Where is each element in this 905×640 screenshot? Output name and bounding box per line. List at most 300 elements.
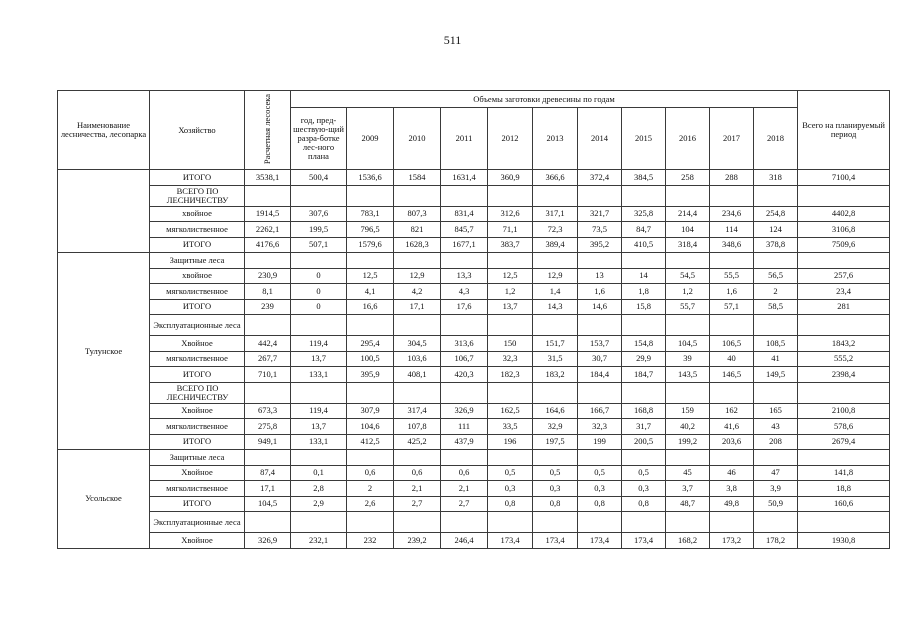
- section-row: [58, 450, 890, 466]
- table-row: [58, 434, 890, 450]
- value-cell: 0,5: [578, 465, 622, 481]
- value-cell: [798, 253, 890, 269]
- value-cell: 2398,4: [798, 367, 890, 383]
- value-cell: 14,3: [533, 299, 578, 315]
- value-cell: 807,3: [394, 206, 441, 222]
- value-cell: 173,4: [488, 533, 533, 549]
- value-cell: 31,7: [622, 419, 666, 435]
- farm-type-label: хвойное: [150, 206, 245, 222]
- forestry-name: Тулунское: [58, 253, 150, 450]
- value-cell: 47: [754, 465, 798, 481]
- value-cell: [347, 512, 394, 533]
- section-row: [58, 512, 890, 533]
- value-cell: [622, 185, 666, 206]
- value-cell: [441, 512, 488, 533]
- value-cell: 348,6: [710, 237, 754, 253]
- value-cell: [666, 315, 710, 336]
- value-cell: [622, 315, 666, 336]
- value-cell: 821: [394, 222, 441, 238]
- value-cell: 133,1: [291, 434, 347, 450]
- value-cell: [578, 315, 622, 336]
- table-row: [58, 222, 890, 238]
- value-cell: [441, 315, 488, 336]
- value-cell: 166,7: [578, 403, 622, 419]
- value-cell: 104,5: [666, 336, 710, 352]
- value-cell: 1930,8: [798, 533, 890, 549]
- value-cell: 165: [754, 403, 798, 419]
- value-cell: 0,3: [533, 481, 578, 497]
- value-cell: [291, 512, 347, 533]
- value-cell: [754, 253, 798, 269]
- value-cell: 168,8: [622, 403, 666, 419]
- table-row: [58, 496, 890, 512]
- value-cell: 17,1: [394, 299, 441, 315]
- value-cell: [754, 315, 798, 336]
- value-cell: 2: [347, 481, 394, 497]
- value-cell: 318: [754, 170, 798, 186]
- value-cell: 831,4: [441, 206, 488, 222]
- value-cell: 100,5: [347, 351, 394, 367]
- table-row: [58, 284, 890, 300]
- value-cell: 57,1: [710, 299, 754, 315]
- value-cell: 0: [291, 268, 347, 284]
- value-cell: 326,9: [441, 403, 488, 419]
- value-cell: [533, 185, 578, 206]
- value-cell: 50,9: [754, 496, 798, 512]
- value-cell: 178,2: [754, 533, 798, 549]
- value-cell: 239,2: [394, 533, 441, 549]
- value-cell: 3106,8: [798, 222, 890, 238]
- value-cell: [394, 512, 441, 533]
- table-row: [58, 465, 890, 481]
- value-cell: 119,4: [291, 336, 347, 352]
- value-cell: 7100,4: [798, 170, 890, 186]
- value-cell: 1,6: [578, 284, 622, 300]
- value-cell: 1,4: [533, 284, 578, 300]
- value-cell: 14,6: [578, 299, 622, 315]
- value-cell: 55,5: [710, 268, 754, 284]
- value-cell: 13,3: [441, 268, 488, 284]
- value-cell: 173,4: [533, 533, 578, 549]
- value-cell: 254,8: [754, 206, 798, 222]
- value-cell: [291, 382, 347, 403]
- value-cell: 389,4: [533, 237, 578, 253]
- table-row: [58, 299, 890, 315]
- value-cell: [798, 512, 890, 533]
- value-cell: 197,5: [533, 434, 578, 450]
- value-cell: [754, 382, 798, 403]
- value-cell: 0,8: [578, 496, 622, 512]
- value-cell: 326,9: [245, 533, 291, 549]
- value-cell: [347, 315, 394, 336]
- value-cell: 307,9: [347, 403, 394, 419]
- value-cell: [798, 315, 890, 336]
- value-cell: 1,2: [666, 284, 710, 300]
- value-cell: [347, 450, 394, 466]
- value-cell: [291, 185, 347, 206]
- value-cell: 2,7: [394, 496, 441, 512]
- value-cell: 12,5: [488, 268, 533, 284]
- value-cell: [710, 382, 754, 403]
- farm-type-label: Хвойное: [150, 533, 245, 549]
- value-cell: 153,7: [578, 336, 622, 352]
- value-cell: 46: [710, 465, 754, 481]
- farm-type-label: мягколиственное: [150, 351, 245, 367]
- table-row: [58, 336, 890, 352]
- value-cell: 384,5: [622, 170, 666, 186]
- value-cell: 366,6: [533, 170, 578, 186]
- value-cell: [347, 382, 394, 403]
- value-cell: [622, 253, 666, 269]
- value-cell: 183,2: [533, 367, 578, 383]
- value-cell: 143,5: [666, 367, 710, 383]
- value-cell: 1914,5: [245, 206, 291, 222]
- value-cell: 111: [441, 419, 488, 435]
- value-cell: 168,2: [666, 533, 710, 549]
- value-cell: [394, 253, 441, 269]
- value-cell: 13,7: [488, 299, 533, 315]
- farm-type-label: мягколиственное: [150, 222, 245, 238]
- value-cell: 4,1: [347, 284, 394, 300]
- farm-type-label: мягколиственное: [150, 481, 245, 497]
- value-cell: 208: [754, 434, 798, 450]
- value-cell: 845,7: [441, 222, 488, 238]
- value-cell: 2,1: [394, 481, 441, 497]
- value-cell: 45: [666, 465, 710, 481]
- value-cell: 2,7: [441, 496, 488, 512]
- value-cell: [666, 253, 710, 269]
- value-cell: [533, 512, 578, 533]
- value-cell: 16,6: [347, 299, 394, 315]
- value-cell: [578, 450, 622, 466]
- value-cell: [710, 253, 754, 269]
- forestry-name: Усольское: [58, 450, 150, 549]
- value-cell: [578, 382, 622, 403]
- value-cell: 0,5: [533, 465, 578, 481]
- value-cell: 321,7: [578, 206, 622, 222]
- value-cell: [394, 450, 441, 466]
- value-cell: 4176,6: [245, 237, 291, 253]
- table-row: [58, 481, 890, 497]
- value-cell: 395,2: [578, 237, 622, 253]
- value-cell: 56,5: [754, 268, 798, 284]
- value-cell: 7509,6: [798, 237, 890, 253]
- value-cell: 1,2: [488, 284, 533, 300]
- value-cell: 146,5: [710, 367, 754, 383]
- value-cell: 0,6: [441, 465, 488, 481]
- value-cell: 196: [488, 434, 533, 450]
- value-cell: [710, 450, 754, 466]
- value-cell: 71,1: [488, 222, 533, 238]
- value-cell: 3,9: [754, 481, 798, 497]
- value-cell: 0,3: [488, 481, 533, 497]
- value-cell: 710,1: [245, 367, 291, 383]
- value-cell: 106,7: [441, 351, 488, 367]
- value-cell: 395,9: [347, 367, 394, 383]
- table-row: [58, 351, 890, 367]
- header-year: 2013: [533, 108, 578, 170]
- value-cell: 87,4: [245, 465, 291, 481]
- value-cell: [245, 185, 291, 206]
- section-row: [58, 253, 890, 269]
- value-cell: 106,5: [710, 336, 754, 352]
- value-cell: 410,5: [622, 237, 666, 253]
- value-cell: 2: [754, 284, 798, 300]
- value-cell: [754, 512, 798, 533]
- value-cell: 199: [578, 434, 622, 450]
- value-cell: 12,9: [533, 268, 578, 284]
- value-cell: 796,5: [347, 222, 394, 238]
- value-cell: 1,6: [710, 284, 754, 300]
- value-cell: 1579,6: [347, 237, 394, 253]
- section-row: [58, 382, 890, 403]
- value-cell: [622, 382, 666, 403]
- value-cell: 0,6: [394, 465, 441, 481]
- value-cell: 41: [754, 351, 798, 367]
- value-cell: [533, 450, 578, 466]
- value-cell: [441, 450, 488, 466]
- value-cell: 267,7: [245, 351, 291, 367]
- timber-harvest-table: [57, 90, 890, 549]
- section-label: Защитные леса: [150, 450, 245, 466]
- value-cell: 13,7: [291, 351, 347, 367]
- farm-type-label: мягколиственное: [150, 284, 245, 300]
- header-year: 2017: [710, 108, 754, 170]
- value-cell: 232,1: [291, 533, 347, 549]
- value-cell: 30,7: [578, 351, 622, 367]
- value-cell: [394, 315, 441, 336]
- value-cell: 32,3: [578, 419, 622, 435]
- value-cell: [622, 512, 666, 533]
- value-cell: [533, 315, 578, 336]
- value-cell: [245, 253, 291, 269]
- table-row: [58, 367, 890, 383]
- farm-type-label: ИТОГО: [150, 237, 245, 253]
- farm-type-label: ИТОГО: [150, 496, 245, 512]
- value-cell: 307,6: [291, 206, 347, 222]
- value-cell: 3538,1: [245, 170, 291, 186]
- value-cell: 442,4: [245, 336, 291, 352]
- value-cell: 0,5: [622, 465, 666, 481]
- value-cell: 3,8: [710, 481, 754, 497]
- farm-type-label: ИТОГО: [150, 434, 245, 450]
- value-cell: [291, 253, 347, 269]
- value-cell: 151,7: [533, 336, 578, 352]
- value-cell: 114: [710, 222, 754, 238]
- value-cell: [622, 450, 666, 466]
- value-cell: [291, 450, 347, 466]
- value-cell: 133,1: [291, 367, 347, 383]
- value-cell: 15,8: [622, 299, 666, 315]
- value-cell: 40: [710, 351, 754, 367]
- value-cell: 199,5: [291, 222, 347, 238]
- value-cell: 173,4: [578, 533, 622, 549]
- value-cell: [578, 253, 622, 269]
- value-cell: [666, 512, 710, 533]
- header-allowable-cut: [245, 91, 291, 170]
- value-cell: 507,1: [291, 237, 347, 253]
- value-cell: 23,4: [798, 284, 890, 300]
- value-cell: 949,1: [245, 434, 291, 450]
- value-cell: 58,5: [754, 299, 798, 315]
- value-cell: 2,9: [291, 496, 347, 512]
- value-cell: 312,6: [488, 206, 533, 222]
- value-cell: [488, 185, 533, 206]
- value-cell: 437,9: [441, 434, 488, 450]
- farm-type-label: ИТОГО: [150, 299, 245, 315]
- value-cell: 783,1: [347, 206, 394, 222]
- value-cell: 14: [622, 268, 666, 284]
- value-cell: 154,8: [622, 336, 666, 352]
- value-cell: [488, 512, 533, 533]
- section-row: [58, 315, 890, 336]
- value-cell: 18,8: [798, 481, 890, 497]
- value-cell: 239: [245, 299, 291, 315]
- value-cell: 33,5: [488, 419, 533, 435]
- value-cell: [441, 382, 488, 403]
- value-cell: 141,8: [798, 465, 890, 481]
- value-cell: [488, 315, 533, 336]
- farm-type-label: Хвойное: [150, 465, 245, 481]
- value-cell: 0: [291, 299, 347, 315]
- value-cell: [666, 185, 710, 206]
- value-cell: 182,3: [488, 367, 533, 383]
- value-cell: 107,8: [394, 419, 441, 435]
- value-cell: 500,4: [291, 170, 347, 186]
- value-cell: [441, 253, 488, 269]
- farm-type-label: ИТОГО: [150, 170, 245, 186]
- value-cell: 1628,3: [394, 237, 441, 253]
- header-year: 2012: [488, 108, 533, 170]
- value-cell: 317,4: [394, 403, 441, 419]
- value-cell: 119,4: [291, 403, 347, 419]
- value-cell: 2,6: [347, 496, 394, 512]
- table-row: [58, 237, 890, 253]
- value-cell: 32,9: [533, 419, 578, 435]
- value-cell: 372,4: [578, 170, 622, 186]
- value-cell: 49,8: [710, 496, 754, 512]
- value-cell: 54,5: [666, 268, 710, 284]
- value-cell: 17,1: [245, 481, 291, 497]
- value-cell: 2679,4: [798, 434, 890, 450]
- value-cell: [533, 382, 578, 403]
- value-cell: [245, 512, 291, 533]
- value-cell: 318,4: [666, 237, 710, 253]
- value-cell: [710, 315, 754, 336]
- table-row: [58, 268, 890, 284]
- value-cell: 150: [488, 336, 533, 352]
- value-cell: [245, 315, 291, 336]
- value-cell: [710, 512, 754, 533]
- value-cell: 2100,8: [798, 403, 890, 419]
- header-farm: Хозяйство: [150, 91, 245, 170]
- value-cell: 159: [666, 403, 710, 419]
- value-cell: 1843,2: [798, 336, 890, 352]
- value-cell: 0,1: [291, 465, 347, 481]
- value-cell: [488, 450, 533, 466]
- value-cell: 12,9: [394, 268, 441, 284]
- value-cell: 408,1: [394, 367, 441, 383]
- value-cell: 48,7: [666, 496, 710, 512]
- value-cell: 360,9: [488, 170, 533, 186]
- value-cell: 13,7: [291, 419, 347, 435]
- value-cell: [245, 382, 291, 403]
- section-label: Эксплуатационные леса: [150, 315, 245, 336]
- section-row: [58, 185, 890, 206]
- header-year: 2018: [754, 108, 798, 170]
- value-cell: [533, 253, 578, 269]
- header-volumes-by-year: Объемы заготовки древесины по годам: [291, 91, 798, 108]
- value-cell: [488, 382, 533, 403]
- value-cell: [347, 185, 394, 206]
- value-cell: 104,6: [347, 419, 394, 435]
- value-cell: 257,6: [798, 268, 890, 284]
- value-cell: 425,2: [394, 434, 441, 450]
- value-cell: [798, 450, 890, 466]
- value-cell: [394, 185, 441, 206]
- value-cell: [578, 512, 622, 533]
- value-cell: 4,2: [394, 284, 441, 300]
- section-label: Защитные леса: [150, 253, 245, 269]
- value-cell: 200,5: [622, 434, 666, 450]
- value-cell: 173,2: [710, 533, 754, 549]
- header-year: 2014: [578, 108, 622, 170]
- value-cell: 108,5: [754, 336, 798, 352]
- value-cell: 0,5: [488, 465, 533, 481]
- value-cell: 40,2: [666, 419, 710, 435]
- value-cell: 104: [666, 222, 710, 238]
- value-cell: 173,4: [622, 533, 666, 549]
- value-cell: 578,6: [798, 419, 890, 435]
- value-cell: 3,7: [666, 481, 710, 497]
- value-cell: 39: [666, 351, 710, 367]
- value-cell: 258: [666, 170, 710, 186]
- value-cell: 55,7: [666, 299, 710, 315]
- value-cell: 104,5: [245, 496, 291, 512]
- header-year: 2015: [622, 108, 666, 170]
- value-cell: 124: [754, 222, 798, 238]
- header-year: 2010: [394, 108, 441, 170]
- value-cell: 275,8: [245, 419, 291, 435]
- value-cell: 383,7: [488, 237, 533, 253]
- table-row: [58, 206, 890, 222]
- value-cell: [754, 450, 798, 466]
- value-cell: 0,8: [622, 496, 666, 512]
- value-cell: 29,9: [622, 351, 666, 367]
- value-cell: 149,5: [754, 367, 798, 383]
- value-cell: 73,5: [578, 222, 622, 238]
- value-cell: 412,5: [347, 434, 394, 450]
- value-cell: 313,6: [441, 336, 488, 352]
- value-cell: 281: [798, 299, 890, 315]
- header-forestry-name: Наименование лесничества, лесопарка: [58, 91, 150, 170]
- value-cell: 1631,4: [441, 170, 488, 186]
- value-cell: 184,4: [578, 367, 622, 383]
- value-cell: 203,6: [710, 434, 754, 450]
- header-year: 2016: [666, 108, 710, 170]
- value-cell: 84,7: [622, 222, 666, 238]
- value-cell: 160,6: [798, 496, 890, 512]
- value-cell: 8,1: [245, 284, 291, 300]
- value-cell: 1536,6: [347, 170, 394, 186]
- header-year: 2009: [347, 108, 394, 170]
- section-label: Эксплуатационные леса: [150, 512, 245, 533]
- value-cell: 673,3: [245, 403, 291, 419]
- value-cell: 13: [578, 268, 622, 284]
- value-cell: 17,6: [441, 299, 488, 315]
- value-cell: 72,3: [533, 222, 578, 238]
- value-cell: [666, 450, 710, 466]
